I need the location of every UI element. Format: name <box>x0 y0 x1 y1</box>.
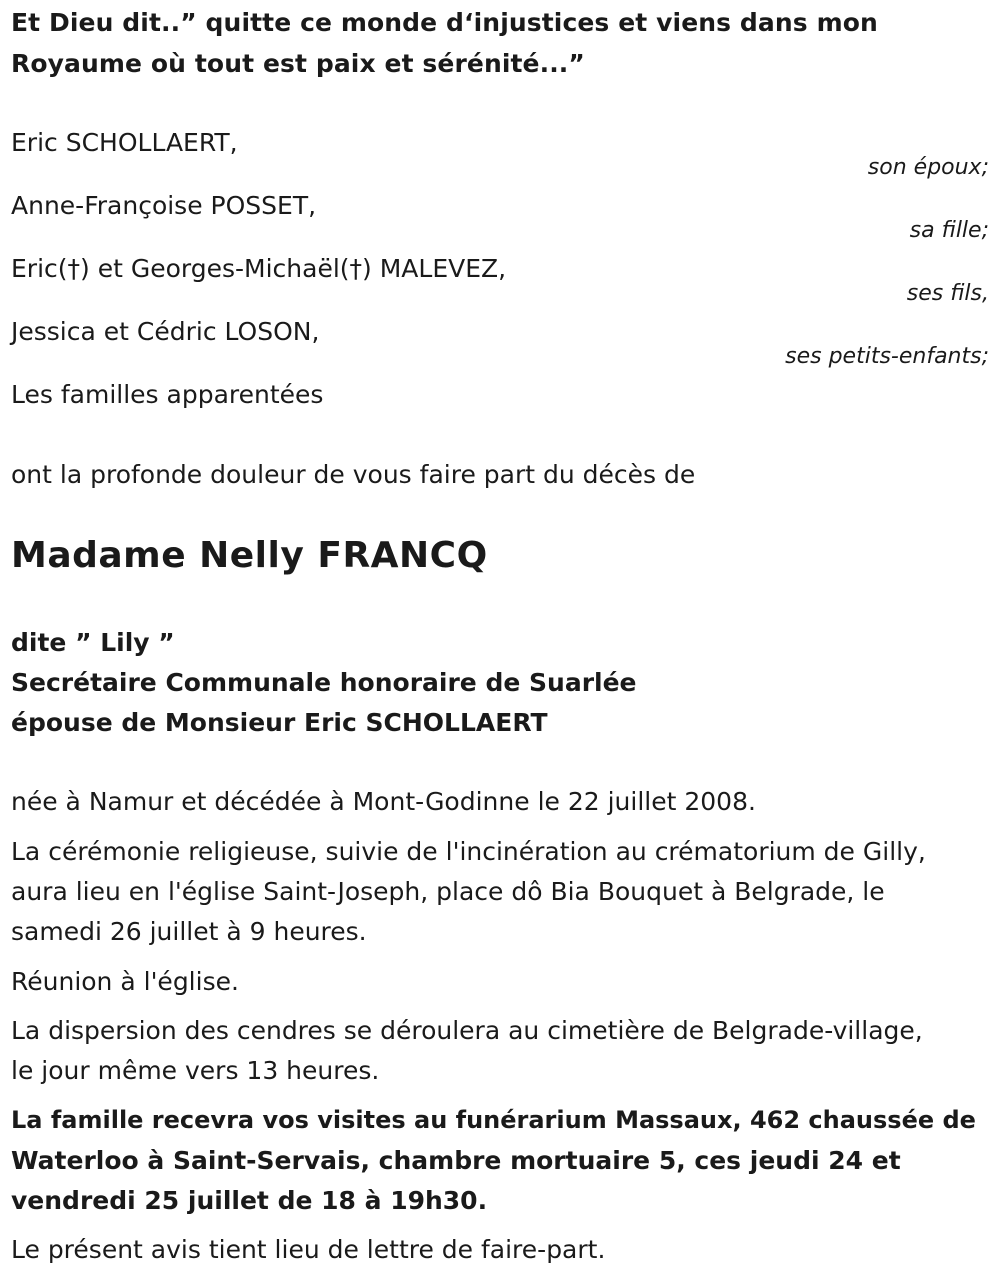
quote-line-2: Royaume où tout est paix et sérénité...” <box>11 49 585 78</box>
family-member-relation: son époux; <box>867 155 989 180</box>
closing-text: Le présent avis tient lieu de lettre de faire-part. <box>11 1235 606 1264</box>
deceased-name: Madame Nelly FRANCQ <box>11 535 488 576</box>
visits-text-line: vendredi 25 juillet de 18 à 19h30. <box>11 1186 488 1215</box>
family-member-relation: ses fils, <box>906 281 989 306</box>
dispersion-text-line: La dispersion des cendres se déroulera au cimetière de Belgrade-village, <box>11 1016 923 1045</box>
visits-text-line: La famille recevra vos visites au funérarium Massaux, 462 chaussée de <box>11 1106 976 1134</box>
obituary-notice <box>11 0 989 1288</box>
deceased-nickname: dite ” Lily ” <box>11 628 175 657</box>
reunion-text: Réunion à l'église. <box>11 967 239 996</box>
family-member-name: Eric(†) et Georges-Michaël(†) MALEVEZ, <box>11 254 507 283</box>
family-member-name: Eric SCHOLLAERT, <box>11 128 238 157</box>
dispersion-text-line: le jour même vers 13 heures. <box>11 1056 380 1085</box>
family-member-relation: ses petits-enfants; <box>785 344 989 369</box>
ceremony-text-line: samedi 26 juillet à 9 heures. <box>11 917 367 946</box>
visits-text-line: Waterloo à Saint-Servais, chambre mortuaire 5, ces jeudi 24 et <box>11 1146 901 1175</box>
family-member-name: Les familles apparentées <box>11 380 324 409</box>
ceremony-text-line: La cérémonie religieuse, suivie de l'incinération au crématorium de Gilly, <box>11 837 926 866</box>
ceremony-text-line: aura lieu en l'église Saint-Joseph, place dô Bia Bouquet à Belgrade, le <box>11 877 885 906</box>
family-member-name: Anne-Françoise POSSET, <box>11 191 317 220</box>
family-member-relation: sa fille; <box>909 218 989 243</box>
deceased-spouse: épouse de Monsieur Eric SCHOLLAERT <box>11 708 548 737</box>
deceased-title: Secrétaire Communale honoraire de Suarlée <box>11 668 637 697</box>
birth-death-text: née à Namur et décédée à Mont-Godinne le 22 juillet 2008. <box>11 787 756 816</box>
family-member-name: Jessica et Cédric LOSON, <box>11 317 320 346</box>
quote-line-1: Et Dieu dit..” quitte ce monde d‘injustices et viens dans mon <box>11 8 878 37</box>
announcement-intro: ont la profonde douleur de vous faire part du décès de <box>11 460 696 489</box>
